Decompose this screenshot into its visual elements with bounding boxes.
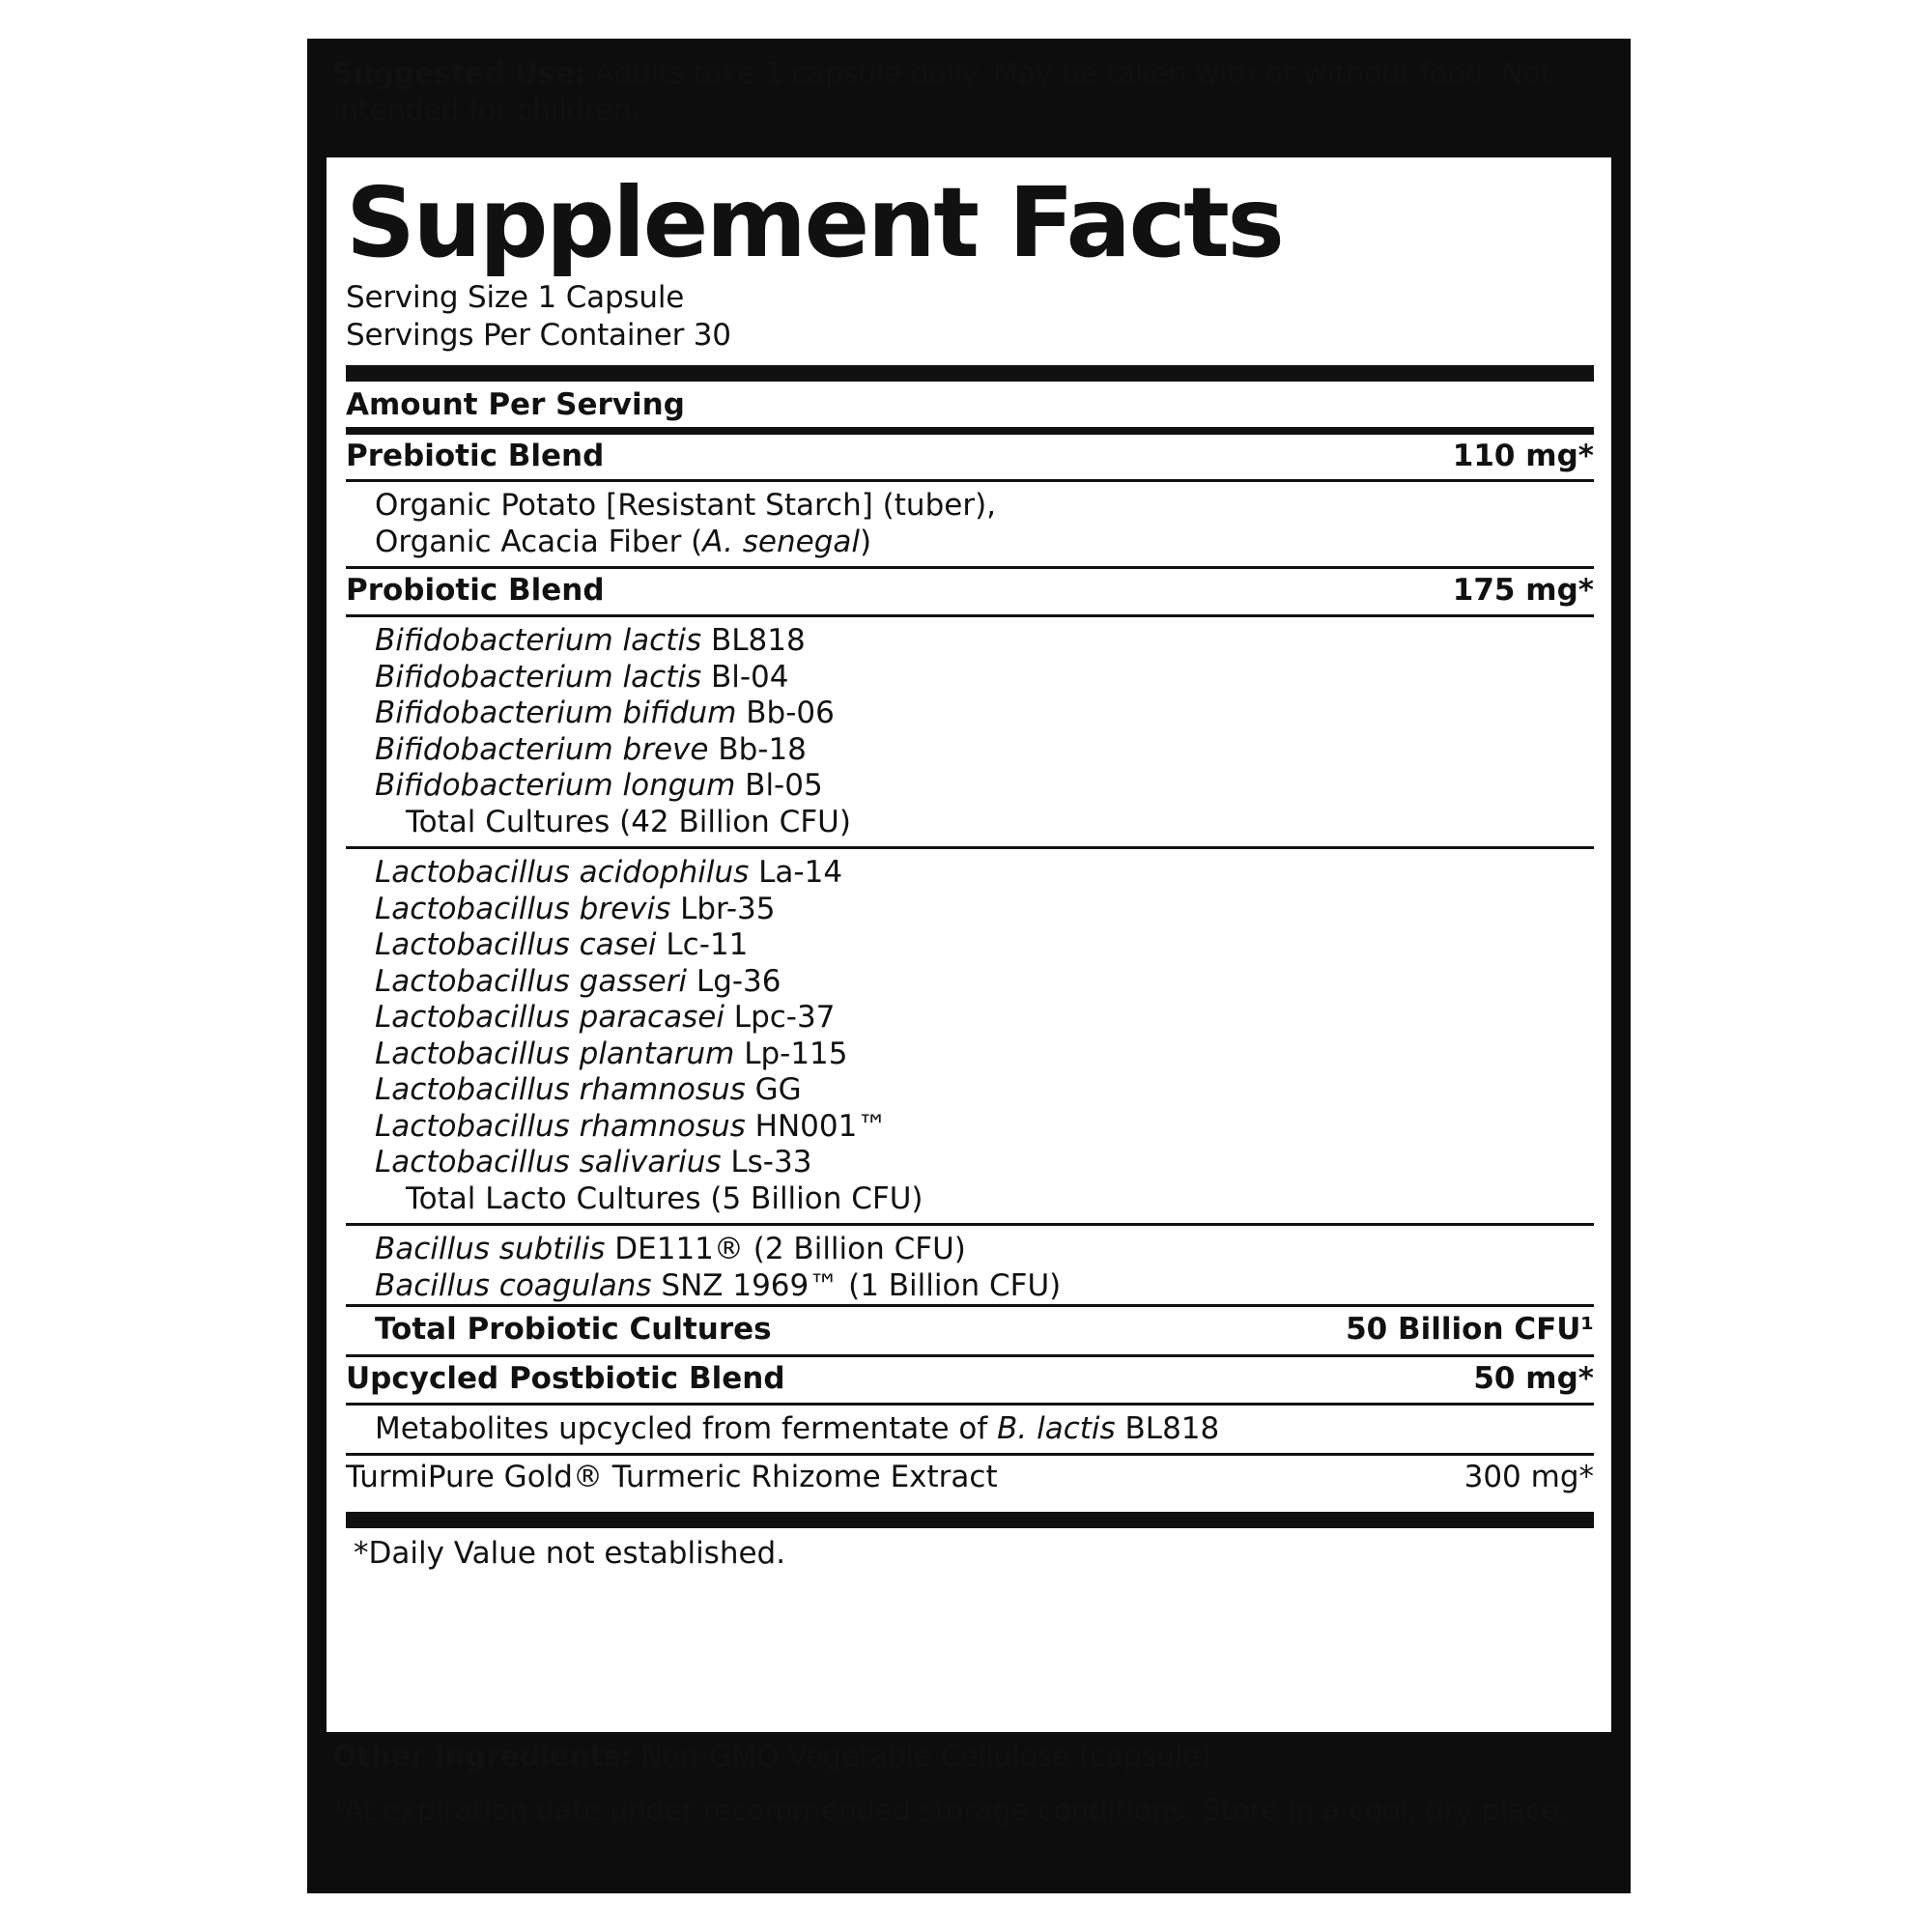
turmeric-amount: 300 mg* xyxy=(1463,1460,1594,1495)
strain-row: Lactobacillus gasseri Lg-36 xyxy=(375,963,781,999)
strain-row: Lactobacillus acidophilus La-14 xyxy=(375,855,843,891)
divider-thick-bottom xyxy=(346,1512,1594,1528)
probiotic-blend-amount: 175 mg* xyxy=(1452,573,1594,609)
strain-row: Lactobacillus brevis Lbr-35 xyxy=(375,891,776,926)
other-ingredients-text: Non-GMO Vegetable Cellulose (capsule). xyxy=(631,1740,1221,1774)
strain-row: Bifidobacterium breve Bb-18 xyxy=(375,731,807,767)
divider-thick-top xyxy=(346,365,1594,382)
postbiotic-blend-amount: 50 mg* xyxy=(1473,1360,1594,1396)
lacto-total-cultures: Total Lacto Cultures (5 Billion CFU) xyxy=(406,1180,923,1216)
prebiotic-blend-amount: 110 mg* xyxy=(1452,438,1594,473)
probiotic-blend-name: Probiotic Blend xyxy=(346,573,605,609)
strain-row: Bifidobacterium lactis Bl-04 xyxy=(375,659,789,695)
prebiotic-blend-name: Prebiotic Blend xyxy=(346,438,605,473)
row-total-probiotic-cultures xyxy=(346,1307,1594,1354)
suggested-use-block xyxy=(332,56,1617,130)
row-prebiotic-blend xyxy=(346,435,1594,480)
strain-row: Bifidobacterium longum Bl-05 xyxy=(375,768,823,804)
strain-row: Lactobacillus plantarum Lp-115 xyxy=(375,1036,848,1071)
divider-medium-1 xyxy=(346,427,1594,435)
strain-row: Lactobacillus casei Lc-11 xyxy=(375,927,749,963)
strain-row: Bacillus subtilis DE111® (2 Billion CFU) xyxy=(375,1232,966,1267)
turmeric-name: TurmiPure Gold® Turmeric Rhizome Extract xyxy=(346,1460,998,1495)
daily-value-note: *Daily Value not established. xyxy=(354,1536,786,1572)
strain-row: Lactobacillus paracasei Lpc-37 xyxy=(375,1000,836,1036)
page-title: Supplement Facts xyxy=(346,166,1283,279)
total-probiotic-label: Total Probiotic Cultures xyxy=(375,1312,772,1348)
row-postbiotic-blend xyxy=(346,1357,1594,1403)
strain-row: Lactobacillus rhamnosus HN001™ xyxy=(375,1108,888,1144)
other-ingredients-block xyxy=(332,1739,1627,1831)
postbiotic-blend-name: Upcycled Postbiotic Blend xyxy=(346,1360,785,1396)
bifido-total-cultures: Total Cultures (42 Billion CFU) xyxy=(406,804,851,839)
serving-size: Serving Size 1 Capsule xyxy=(346,280,685,315)
strain-row: Lactobacillus salivarius Ls-33 xyxy=(375,1145,812,1180)
strain-row: Bifidobacterium lactis BL818 xyxy=(375,623,806,659)
facts-content xyxy=(346,157,1594,1571)
other-ingredients-label: Other Ingredients: xyxy=(332,1740,632,1774)
row-probiotic-blend xyxy=(346,569,1594,614)
strain-row: Bifidobacterium bifidum Bb-06 xyxy=(375,696,835,731)
prebiotic-ingredient-1: Organic Potato [Resistant Starch] (tuber), xyxy=(375,488,997,524)
total-probiotic-amount: 50 Billion CFU¹ xyxy=(1346,1312,1594,1348)
row-turmeric-extract xyxy=(346,1456,1594,1501)
postbiotic-detail: Metabolites upcycled from fermentate of B. lactis BL818 xyxy=(375,1410,1220,1446)
amount-per-serving-header: Amount Per Serving xyxy=(346,386,685,422)
storage-footnote: ¹At expiration date under recommended storage conditions. Store in a cool, dry place. xyxy=(332,1794,1568,1829)
suggested-use-label: Suggested Use: xyxy=(332,57,586,91)
prebiotic-ingredient-2: Organic Acacia Fiber (A. senegal) xyxy=(375,524,872,559)
servings-per-container: Servings Per Container 30 xyxy=(346,317,731,353)
suggested-use-text: Adults take 1 capsule daily. May be taken with or without food. Not intended for children. xyxy=(332,57,1552,128)
strain-row: Lactobacillus rhamnosus GG xyxy=(375,1072,802,1108)
strain-row: Bacillus coagulans SNZ 1969™ (1 Billion CFU) xyxy=(375,1267,1062,1303)
